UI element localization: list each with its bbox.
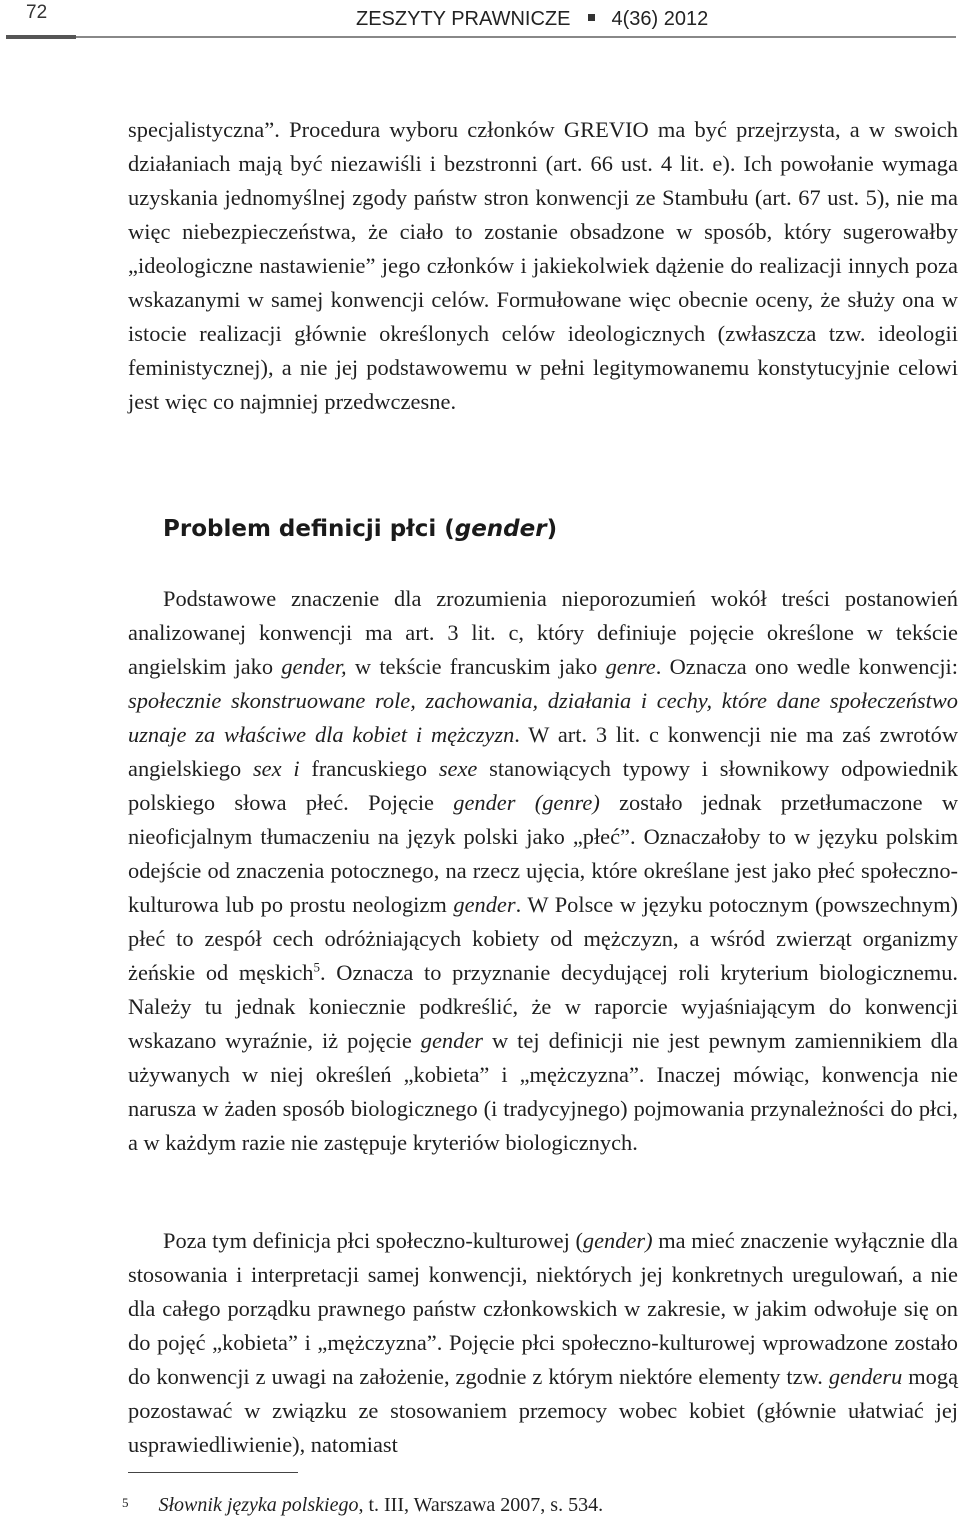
italic-span: gender,: [281, 654, 347, 679]
text-span: Poza tym definicja płci społeczno-kulturowej (: [163, 1228, 583, 1253]
italic-span: gender): [582, 1228, 653, 1253]
italic-span: gender: [453, 892, 516, 917]
journal-name: ZESZYTY PRAWNICZE: [356, 8, 571, 30]
text-span: Podstawowe znaczenie dla zrozumienia nieporozumień wokół treści postanowień analizowanej konwencji ma art. 3 lit. c, który definiuje pojęcie określone w tekście angielskim jako: [128, 586, 958, 679]
text-span: mogą pozostawać w związku ze stosowaniem przemocy wobec kobiet (głównie ułatwiać jej usprawiedliwienie), natomiast: [128, 1364, 959, 1457]
heading-close: ): [546, 516, 558, 542]
header-rule: [76, 36, 956, 38]
text-span: . Oznacza ono wedle konwencji:: [655, 654, 958, 679]
heading-text: Problem definicji płci (: [163, 516, 455, 542]
italic-span: społecznie skonstruowane role, zachowania, działania i cechy, które dane społeczeństwo uznaje za właściwe dla kobiet i mężczyzn: [128, 688, 958, 747]
text-span: francuskiego: [299, 756, 439, 781]
text-span: . Oznacza to przyznanie decydującej roli kryterium biologicznemu. Należy tu jednak koniecznie podkreślić, że w raporcie wyjaśniającym do konwencji wskazano wyraźnie, iż pojęcie: [128, 960, 959, 1053]
text-span: . W art. 3 lit. c konwencji nie ma zaś zwrotów angielskiego: [128, 722, 958, 781]
heading-italic: gender: [454, 516, 547, 542]
footnote-title: Słownik języka polskiego: [158, 1494, 359, 1516]
running-title: [356, 8, 708, 31]
paragraph-3: [128, 1224, 958, 1462]
text-span: zostało jednak przetłumaczone w nieoficjalnym tłumaczeniu na język polski jako „płeć”. Oznaczałoby to w języku polskim odejście od znaczenia potocznego, na rzecz ujęcia, które określane jest jako płeć społeczno-kulturowa lub po prostu neologizm: [128, 790, 958, 917]
text-span: stanowiących typowy i słownikowy odpowiednik polskiego słowa płeć. Pojęcie: [128, 756, 958, 815]
text-span: w tej definicji nie jest pewnym zamiennikiem dla używanych w niej określeń „kobieta” i „mężczyzna”. Inaczej mówiąc, konwencja nie narusza w żaden sposób biologicznego (i tradycyjnego) pojmowania przynależności do płci, a w każdym razie nie zastępuje kryteriów biologicznych.: [128, 1028, 958, 1155]
footnote-number: 5: [122, 1495, 129, 1510]
italic-span: genderu: [828, 1364, 903, 1389]
text-span: ma mieć znaczenie wyłącznie dla stosowania i interpretacji samej konwencji, niektórych jej konkretnych uregulowań, a nie dla całego porządku prawnego państw członkowskich w zakresie, w jakim odwołuje się on do pojęć „kobieta” i „mężczyzna”. Pojęcie płci społeczno-kulturowej wprowadzone zostało do konwencji z uwagi na założenie, zgodnie z którym niektóre elementy tzw.: [128, 1228, 958, 1389]
page-header: [0, 0, 960, 44]
italic-span: gender: [420, 1028, 483, 1053]
text-span: w tekście francuskim jako: [346, 654, 606, 679]
italic-span: gender (genre): [453, 790, 600, 815]
paragraph-1: specjalistyczna”. Procedura wyboru członków GREVIO ma być przejrzysta, a w swoich działaniach mają być niezawiśli i bezstronni (art. 66 ust. 4 lit. e). Ich powołanie wymaga uzyskania jednomyślnej zgody państw stron konwencji ze Stambułu (art. 67 ust. 5), nie ma więc niebezpieczeństwa, że ciało to zostanie obsadzone w sposób, który sugerowałby „ideologiczne nastawienie” jego członków i jakiekolwiek dążenie do realizacji innych poza wskazanymi w samej konwencji celów. Formułowane więc obecnie oceny, że służy ona w istocie realizacji głównie określonych celów ideologicznych (zwłaszcza tzw. ideologii feministycznej), a nie jej podstawowemu w pełni legitymowanemu konstytucyjnie celowi jest więc co najmniej przedwczesne.: [128, 117, 958, 414]
footnote-text: , t. III, Warszawa 2007, s. 534.: [358, 1494, 604, 1516]
italic-span: sexe: [438, 756, 478, 781]
text-span: . W Polsce w języku potocznym (powszechnym) płeć to zespół cech odróżniających kobiety od mężczyzn, a wśród zwierząt organizmy żeńskie od męskich: [128, 892, 958, 985]
paragraph-2: [128, 582, 958, 1160]
italic-span: sex i: [252, 756, 300, 781]
footnote-reference[interactable]: 5: [313, 959, 321, 975]
section-heading: [163, 516, 557, 542]
separator-square-icon: [588, 14, 595, 21]
page-number: 72: [26, 2, 48, 23]
italic-span: genre: [605, 654, 656, 679]
footnote: [122, 1492, 603, 1518]
header-rule-thick: [6, 35, 76, 39]
journal-issue: 4(36) 2012: [611, 8, 709, 30]
footnote-separator: [128, 1472, 298, 1473]
